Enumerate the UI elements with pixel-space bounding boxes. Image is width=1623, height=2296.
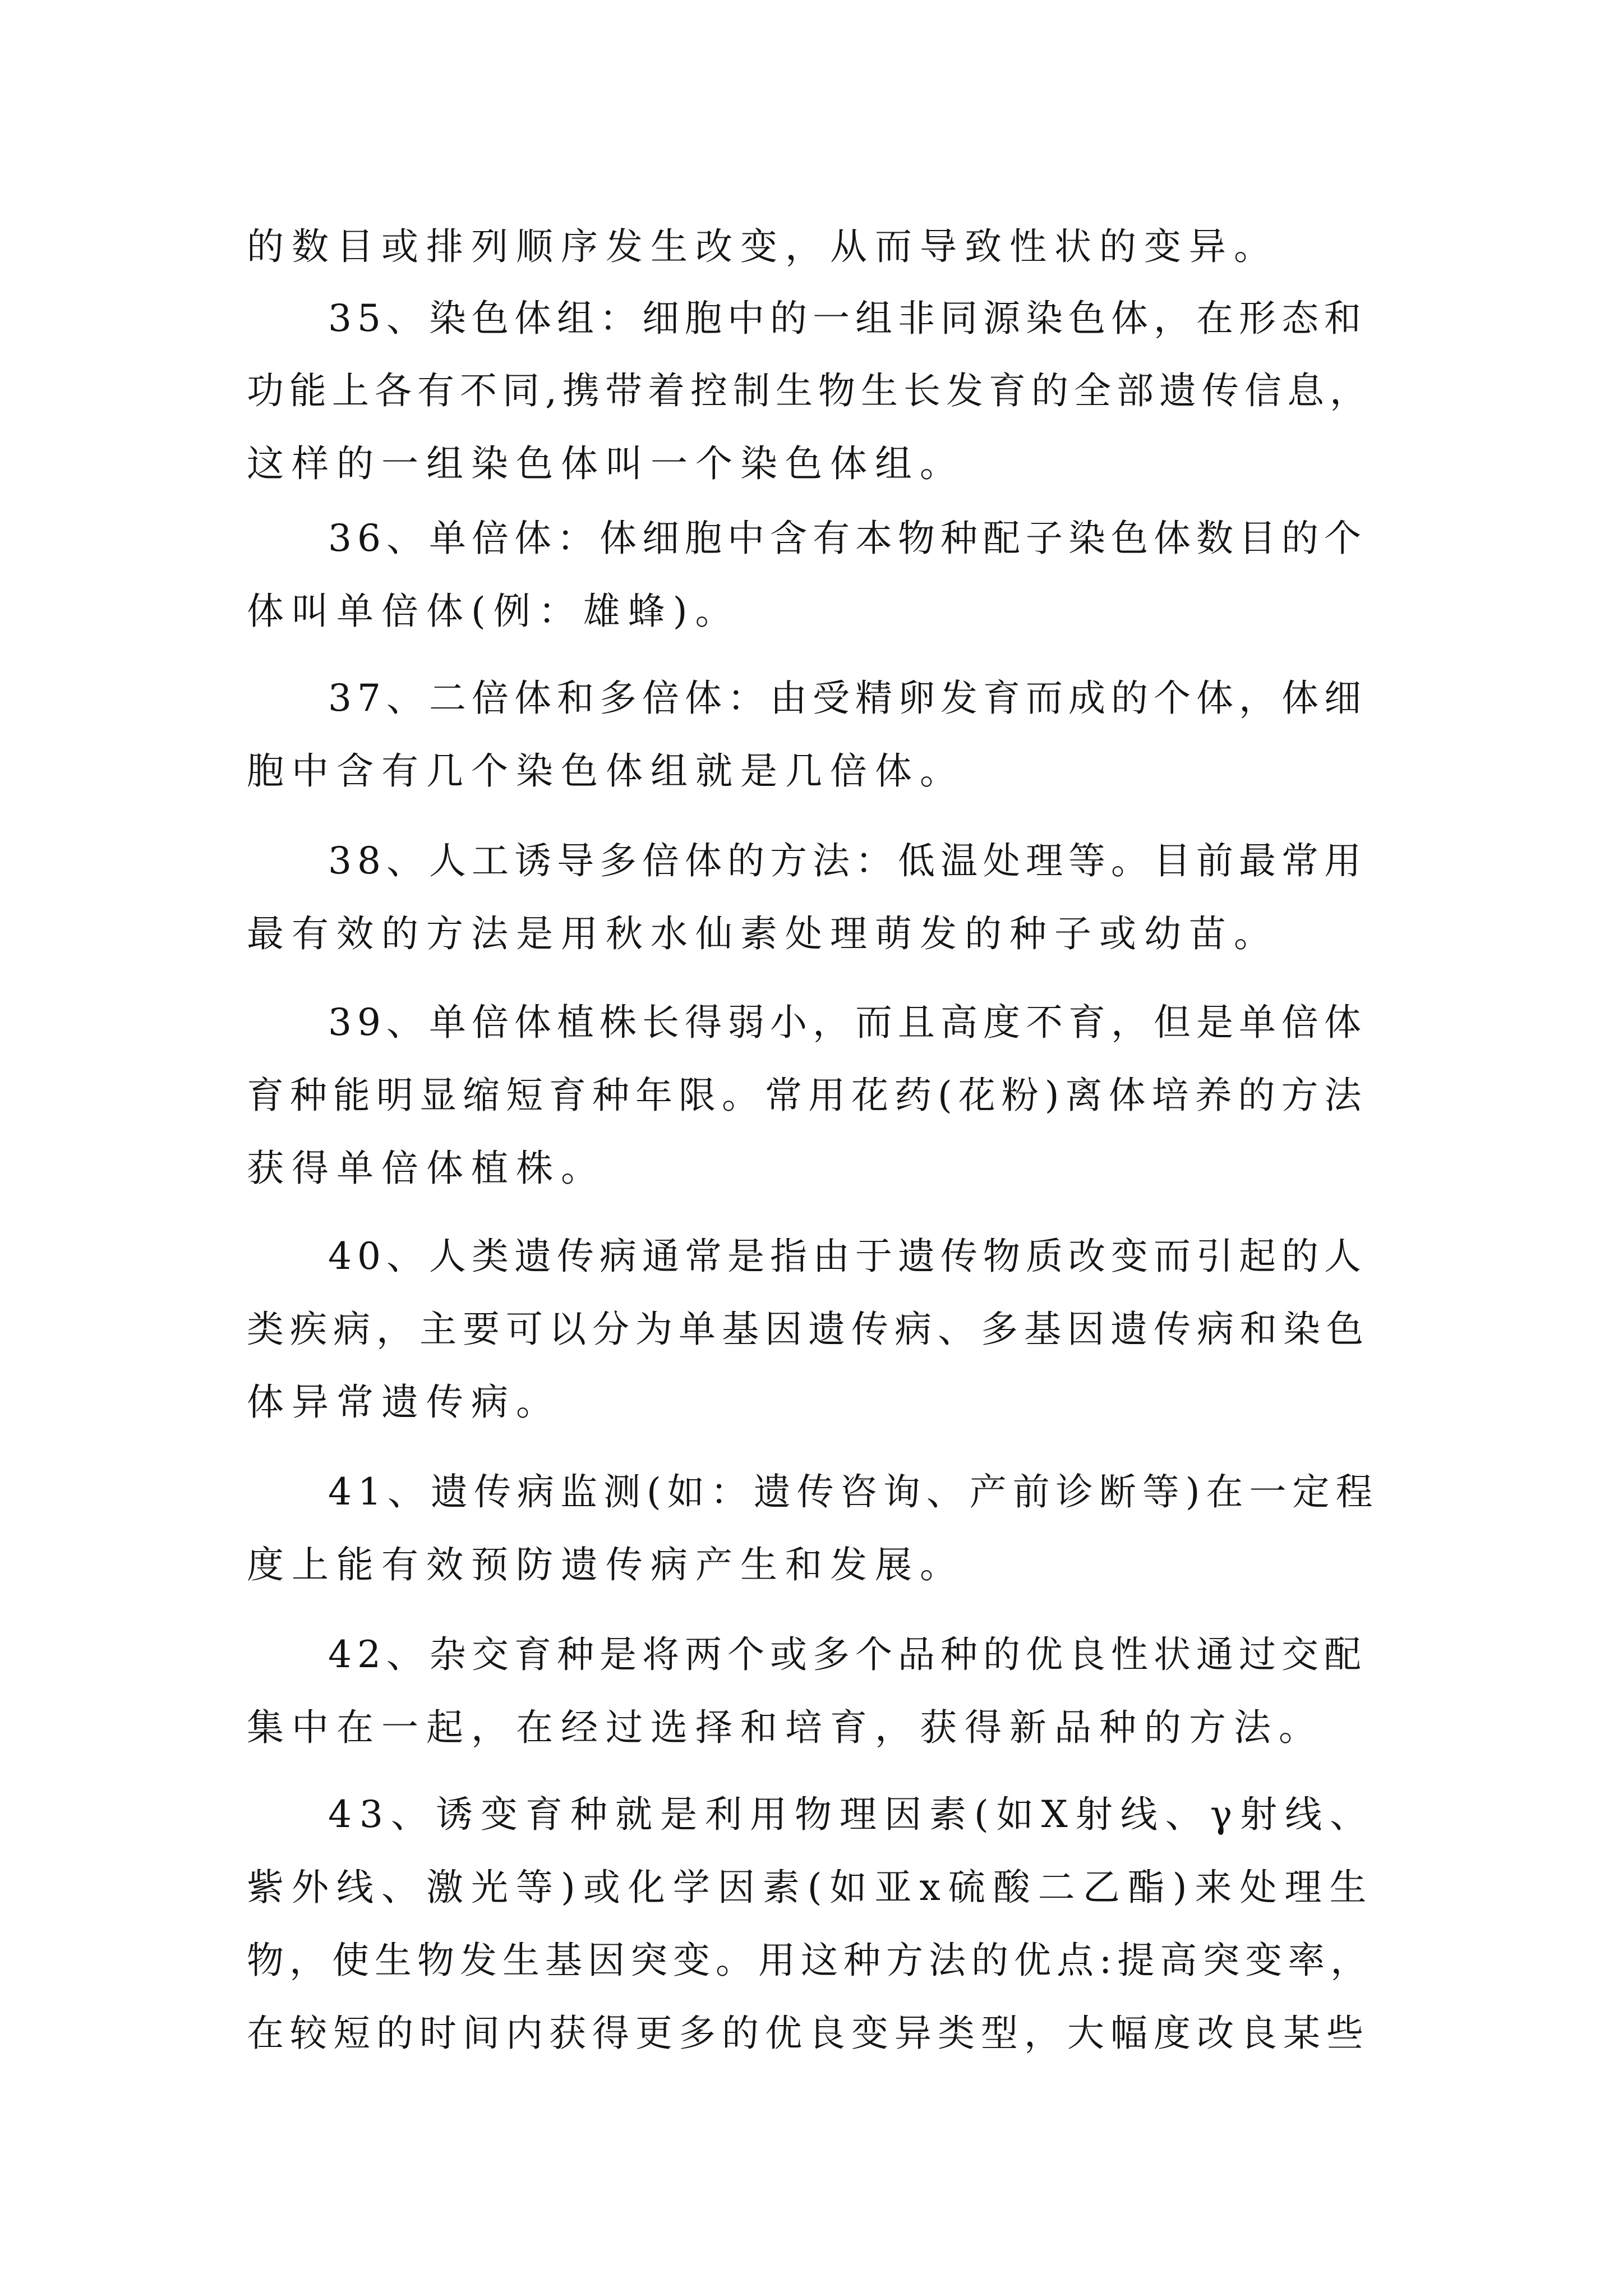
text-line: 物，使生物发生基因突变。用这种方法的优点:提高突变率， <box>247 1939 1373 1982</box>
text-line: 39、单倍体植株长得弱小，而且高度不育，但是单倍体 <box>328 1001 1367 1044</box>
text-line: 最有效的方法是用秋水仙素处理萌发的种子或幼苗。 <box>247 912 1279 955</box>
text-line: 36、单倍体：体细胞中含有本物种配子染色体数目的个 <box>328 517 1367 560</box>
text-line: 40、人类遗传病通常是指由于遗传物质改变而引起的人 <box>328 1235 1367 1278</box>
text-line: 类疾病，主要可以分为单基因遗传病、多基因遗传病和染色 <box>247 1308 1370 1351</box>
text-line: 功能上各有不同,携带着控制生物生长发育的全部遗传信息， <box>247 369 1372 412</box>
text-line: 42、杂交育种是将两个或多个品种的优良性状通过交配 <box>328 1633 1367 1676</box>
text-line: 度上能有效预防遗传病产生和发展。 <box>247 1543 965 1586</box>
text-line: 的数目或排列顺序发生改变，从而导致性状的变异。 <box>247 225 1279 268</box>
text-line: 育种能明显缩短育种年限。常用花药(花粉)离体培养的方法 <box>247 1074 1368 1117</box>
text-line: 体异常遗传病。 <box>247 1381 561 1424</box>
text-line: 41、遗传病监测(如：遗传咨询、产前诊断等)在一定程 <box>328 1470 1379 1513</box>
text-line: 获得单倍体植株。 <box>247 1147 606 1190</box>
text-line: 35、染色体组：细胞中的一组非同源染色体，在形态和 <box>328 297 1367 340</box>
text-line: 43、诱变育种就是利用物理因素(如X射线、γ射线、 <box>328 1793 1375 1836</box>
text-line: 38、人工诱导多倍体的方法：低温处理等。目前最常用 <box>328 839 1367 882</box>
text-line: 在较短的时间内获得更多的优良变异类型，大幅度改良某些 <box>247 2012 1370 2055</box>
text-line: 胞中含有几个染色体组就是几倍体。 <box>247 749 965 793</box>
text-line: 体叫单倍体(例：雄蜂)。 <box>247 590 740 633</box>
text-line: 37、二倍体和多倍体：由受精卵发育而成的个体，体细 <box>328 677 1367 720</box>
text-line: 集中在一起，在经过选择和培育，获得新品种的方法。 <box>247 1706 1324 1749</box>
text-line: 紫外线、激光等)或化学因素(如亚x硫酸二乙酯)来处理生 <box>247 1866 1375 1909</box>
text-line: 这样的一组染色体叫一个染色体组。 <box>247 442 965 485</box>
